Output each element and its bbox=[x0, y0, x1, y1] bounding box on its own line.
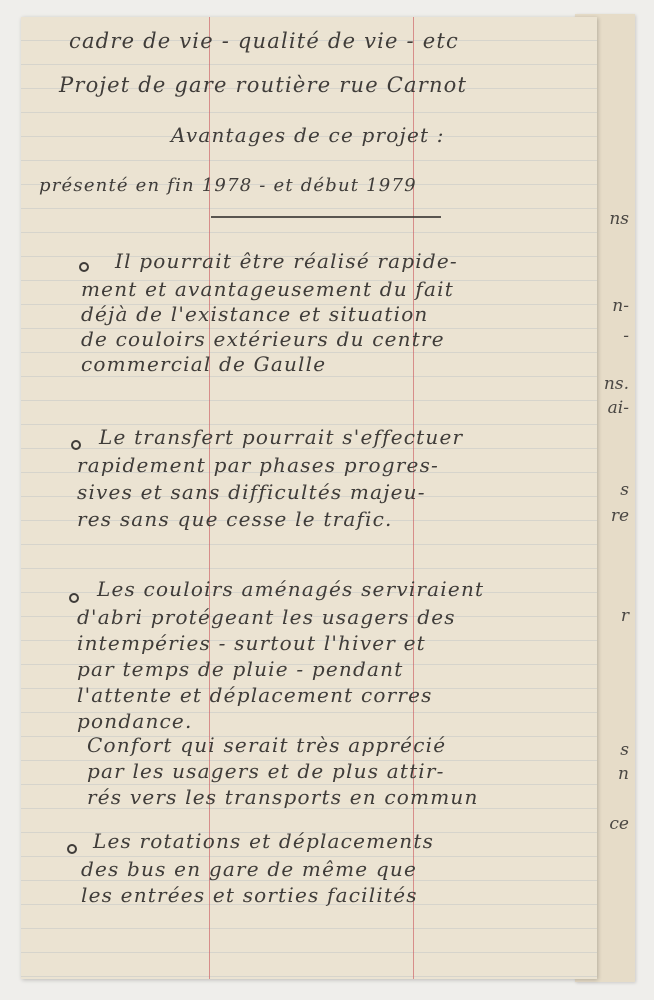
point-1-line-2: ment et avantageusement du fait bbox=[81, 277, 454, 301]
bullet-marker bbox=[71, 440, 81, 450]
back-page-fragment: s bbox=[620, 480, 629, 500]
point-3-line-3: intempéries - surtout l'hiver et bbox=[77, 631, 426, 655]
back-page-fragment: - bbox=[623, 326, 629, 346]
point-1-line-5: commercial de Gaulle bbox=[81, 352, 327, 376]
point-2-line-4: res sans que cesse le trafic. bbox=[77, 507, 393, 531]
back-page-fragment: ce bbox=[609, 814, 629, 834]
back-page-fragment: ai- bbox=[607, 398, 629, 418]
point-4-line-2: des bus en gare de même que bbox=[81, 857, 417, 881]
point-1-line-4: de couloirs extérieurs du centre bbox=[81, 327, 445, 351]
point-3-line-4: par temps de pluie - pendant bbox=[77, 657, 404, 681]
point-4-line-3: les entrées et sorties facilités bbox=[81, 883, 418, 907]
point-3-line-2: d'abri protégeant les usagers des bbox=[77, 605, 456, 629]
heading-line-1: cadre de vie - qualité de vie - etc bbox=[69, 29, 459, 53]
back-page-fragment: r bbox=[620, 606, 629, 626]
point-3-line-8: par les usagers et de plus attir- bbox=[87, 759, 445, 783]
point-3-line-6: pondance. bbox=[77, 709, 193, 733]
point-4-line-1: Les rotations et déplacements bbox=[93, 829, 435, 853]
heading-divider bbox=[211, 216, 441, 218]
notebook-page bbox=[21, 17, 597, 979]
heading-subtitle: Avantages de ce projet : bbox=[171, 123, 445, 147]
date-note: présenté en fin 1978 - et début 1979 bbox=[39, 175, 417, 196]
point-3-line-5: l'attente et déplacement corres bbox=[77, 683, 433, 707]
back-page-fragment: ns. bbox=[603, 374, 629, 394]
point-1-line-1: Il pourrait être réalisé rapide- bbox=[115, 249, 458, 273]
back-page-fragment: s bbox=[620, 740, 629, 760]
point-2-line-2: rapidement par phases progres- bbox=[77, 453, 439, 477]
bullet-marker bbox=[79, 262, 89, 272]
heading-line-2: Projet de gare routière rue Carnot bbox=[59, 73, 468, 97]
back-page-fragment: n- bbox=[612, 296, 629, 316]
bullet-marker bbox=[69, 593, 79, 603]
point-1-line-3: déjà de l'existance et situation bbox=[81, 302, 429, 326]
point-2-line-1: Le transfert pourrait s'effectuer bbox=[99, 425, 464, 449]
point-3-line-7: Confort qui serait très apprécié bbox=[87, 733, 447, 757]
point-3-line-1: Les couloirs aménagés serviraient bbox=[97, 577, 485, 601]
bullet-marker bbox=[67, 844, 77, 854]
back-page-fragment: n bbox=[618, 764, 629, 784]
back-page-fragment: re bbox=[610, 506, 629, 526]
point-3-line-9: rés vers les transports en commun bbox=[87, 785, 479, 809]
point-2-line-3: sives et sans difficultés majeu- bbox=[77, 480, 426, 504]
back-page-fragment: ns bbox=[609, 209, 629, 229]
